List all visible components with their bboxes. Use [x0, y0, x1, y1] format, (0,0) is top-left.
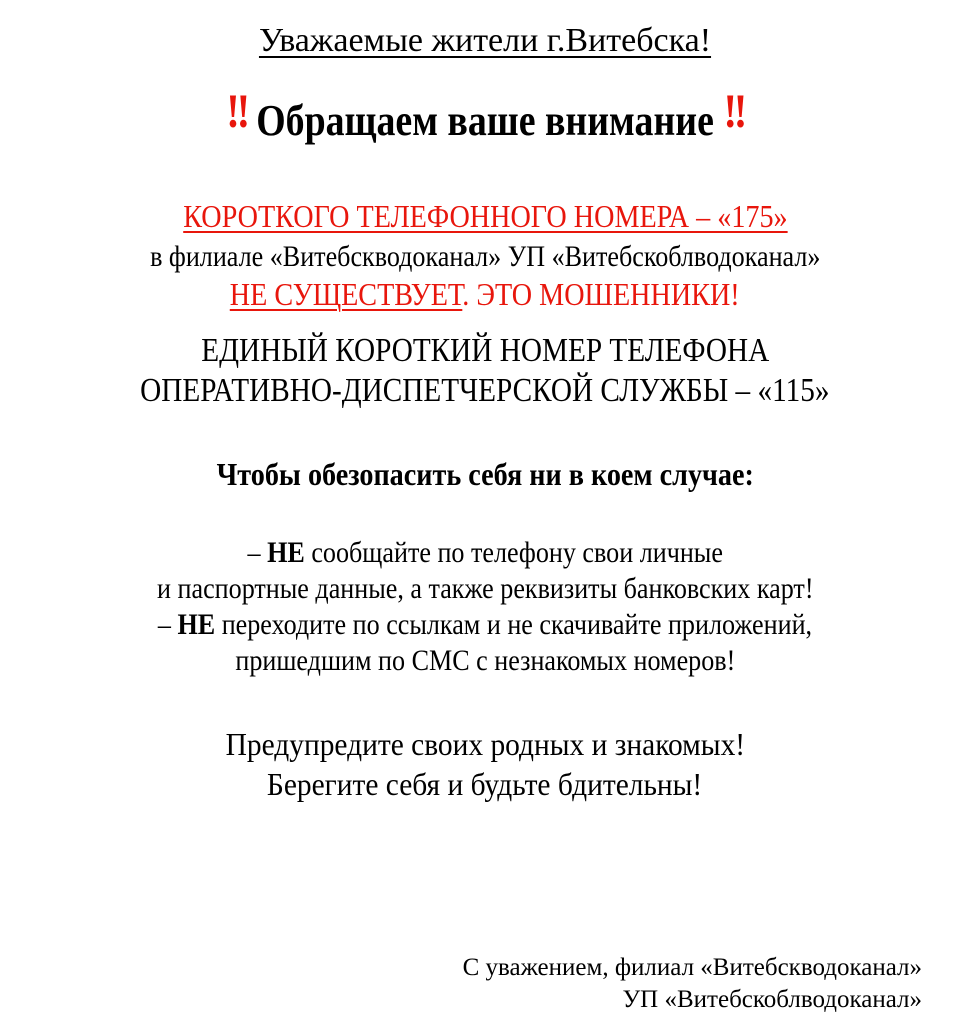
- dash: –: [157, 608, 178, 641]
- fraud-warning: [0, 276, 970, 313]
- safety-item: [0, 608, 970, 642]
- closing-line-2: [0, 766, 970, 803]
- safety-heading-text: Чтобы обезопасить себя ни в коем случае:: [216, 456, 754, 492]
- greeting-text: Уважаемые жители г.Витебска!: [258, 22, 712, 59]
- safety-item-text: переходите по ссылкам и не скачивайте приложений,: [215, 608, 813, 641]
- closing-text-1: Предупредите своих родных и знакомых!: [225, 726, 745, 762]
- closing-text-2: Берегите себя и будьте бдительны!: [267, 766, 703, 802]
- fake-number-text: КОРОТКОГО ТЕЛЕФОННОГО НОМЕРА – «175»: [182, 198, 788, 234]
- official-number-line-2: [0, 372, 970, 410]
- attention-title: Обращаем ваше внимание: [256, 96, 714, 145]
- attention-heading: [0, 85, 970, 147]
- official-number-text-2: ОПЕРАТИВНО-ДИСПЕТЧЕРСКОЙ СЛУЖБЫ – «115»: [140, 372, 830, 409]
- closing-line-1: [0, 726, 970, 763]
- fraud-text: . ЭТО МОШЕННИКИ!: [462, 276, 740, 312]
- fake-number-warning: [0, 198, 970, 235]
- safety-item-text: сообщайте по телефону свои личные: [304, 536, 723, 569]
- greeting-heading: [0, 22, 970, 60]
- safety-item: [0, 536, 970, 570]
- safety-item: [0, 572, 970, 606]
- double-exclamation-icon: !!: [723, 85, 744, 138]
- official-number-text-1: ЕДИНЫЙ КОРОТКИЙ НОМЕР ТЕЛЕФОНА: [200, 332, 770, 369]
- branch-line: [0, 240, 970, 274]
- dash: –: [247, 536, 267, 569]
- safety-heading: [0, 456, 970, 493]
- signature-line-2: УП «Витебскоблводоканал»: [622, 986, 922, 1013]
- emphasis-ne: НЕ: [266, 536, 305, 569]
- official-number-line-1: [0, 332, 970, 370]
- safety-item: [0, 644, 970, 678]
- double-exclamation-icon: !!: [226, 85, 247, 138]
- safety-item-text: пришедшим по СМС с незнакомых номеров!: [235, 644, 735, 677]
- safety-item-text: и паспортные данные, а также реквизиты банковских карт!: [156, 572, 814, 605]
- branch-text: в филиале «Витебскводоканал» УП «Витебскоблводоканал»: [149, 240, 821, 273]
- not-exist-text: НЕ СУЩЕСТВУЕТ: [230, 276, 463, 312]
- signature-line-1: С уважением, филиал «Витебскводоканал»: [462, 954, 922, 981]
- emphasis-ne: НЕ: [177, 608, 216, 641]
